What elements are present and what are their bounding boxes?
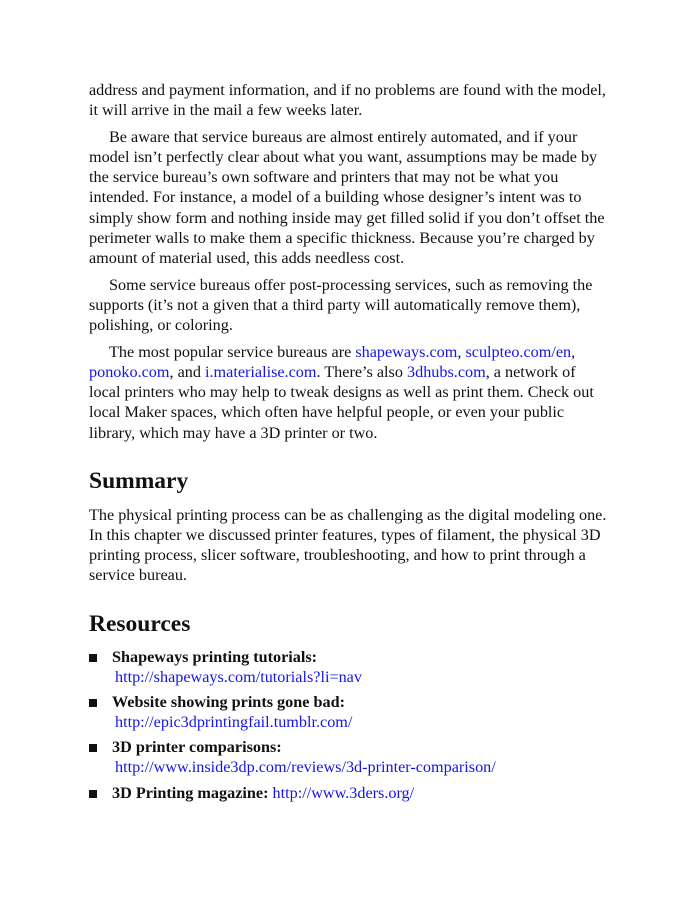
resource-label: 3D printer comparisons: xyxy=(112,738,282,757)
text-separator: , xyxy=(457,343,466,362)
heading-resources: Resources xyxy=(89,610,191,637)
link-sculpteo[interactable]: sculpteo.com/en xyxy=(465,343,572,362)
resource-label: Website showing prints gone bad: xyxy=(112,693,345,712)
link-shapeways[interactable]: shapeways.com xyxy=(355,343,458,362)
paragraph-post-processing: Some service bureaus offer post-processing services, such as removing the supports (it’s not a given that a third party will automatically remove them), polishing, or coloring. xyxy=(89,275,593,335)
square-bullet-icon xyxy=(89,654,97,662)
square-bullet-icon xyxy=(89,790,97,798)
square-bullet-icon xyxy=(89,744,97,752)
list-item xyxy=(89,783,609,803)
text-intro: The most popular service bureaus are xyxy=(109,343,356,362)
list-item xyxy=(89,647,609,687)
text-middle: . There’s also xyxy=(316,363,407,382)
paragraph-popular-bureaus xyxy=(89,342,609,442)
resource-label: 3D Printing magazine: xyxy=(112,783,269,802)
square-bullet-icon xyxy=(89,699,97,707)
paragraph-summary: The physical printing process can be as challenging as the digital modeling one. In this chapter we discussed printer features, types of filament, the physical 3D printing process, slicer software, troubleshooting, and how to print through a service bureau. xyxy=(89,505,607,584)
text-separator: , and xyxy=(169,363,205,382)
document-page xyxy=(89,80,609,808)
link-ponoko[interactable]: ponoko.com xyxy=(89,363,170,382)
paragraph-payment: address and payment information, and if no problems are found with the model, it will arrive in the mail a few weeks later. xyxy=(89,81,606,120)
text-separator: , xyxy=(571,343,576,362)
resources-list xyxy=(89,647,609,803)
list-item xyxy=(89,692,609,732)
resource-link[interactable]: http://shapeways.com/tutorials?li=nav xyxy=(115,668,362,687)
resource-link[interactable]: http://www.3ders.org/ xyxy=(272,783,415,802)
link-3dhubs[interactable]: 3dhubs.com xyxy=(407,363,486,382)
text-rest: , a network of local printers who may help to tweak designs as well as print them. Check out local Maker spaces, which often have helpful people, or even your public library, which may have a 3D printer or two. xyxy=(89,363,594,442)
link-materialise[interactable]: i.materialise.com xyxy=(205,363,317,382)
paragraph-service-bureau-automation: Be aware that service bureaus are almost entirely automated, and if your model isn’t perfectly clear about what you want, assumptions may be made by the service bureau’s own software and printers that may not be what you intended. For instance, a model of a building whose designer’s intent was to simply show form and nothing inside may get filled solid if you don’t offset the perimeter walls to make them a specific thickness. Because you’re charged by amount of material used, this adds needless cost. xyxy=(89,128,605,267)
heading-summary: Summary xyxy=(89,467,189,494)
resource-label: Shapeways printing tutorials: xyxy=(112,647,318,666)
resource-link[interactable]: http://www.inside3dp.com/reviews/3d-printer-comparison/ xyxy=(115,758,496,777)
resource-link[interactable]: http://epic3dprintingfail.tumblr.com/ xyxy=(115,713,353,732)
list-item xyxy=(89,737,609,777)
